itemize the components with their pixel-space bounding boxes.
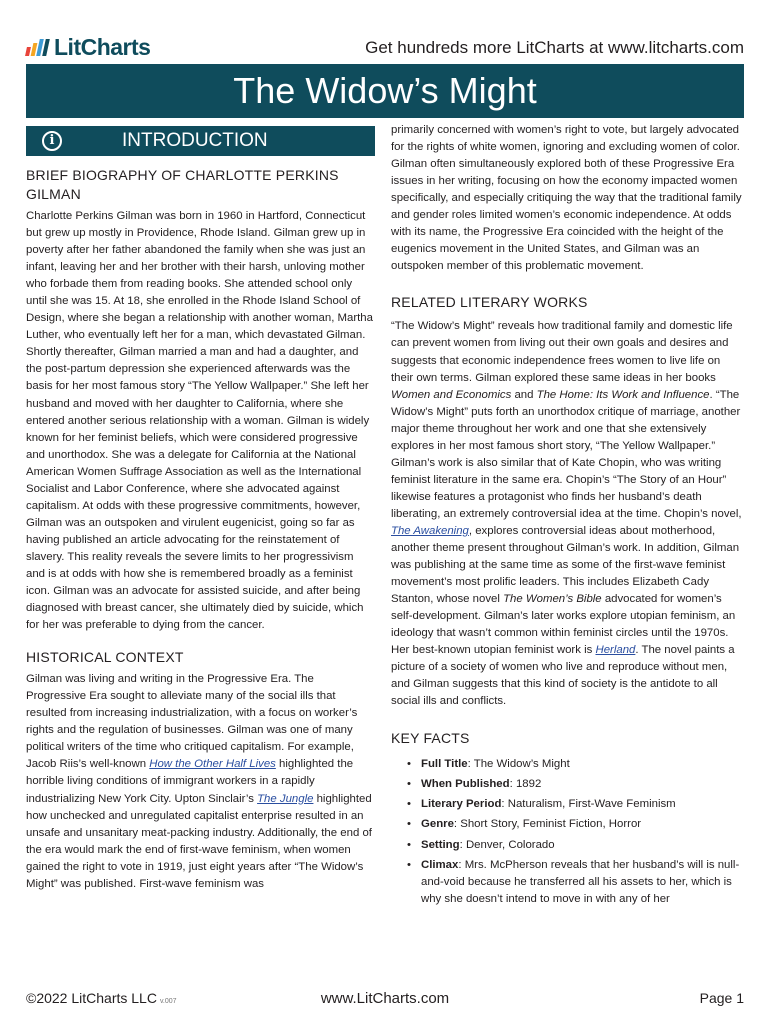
related-text: . “The Widow’s Might” puts forth an unorthodox critique of marriage, another major theme throughout her work and one that she extensively explores in her most famous short story, “The Yellow Wallpaper.” Gilman’s work is also similar that of Kate Chopin, who was writing feminist literature in the same era. Chopin’s “The Story of an Hour” likewise features a protagonist who finds her husband’s death liberating, an extremely controversial idea at the time. Chopin’s novel, <box>391 388 742 520</box>
the-jungle-link[interactable]: The Jungle <box>257 792 314 805</box>
section-title: INTRODUCTION <box>122 130 268 152</box>
list-item <box>421 756 744 773</box>
key-facts-list <box>391 756 744 908</box>
left-column <box>26 126 375 893</box>
top-header <box>26 34 744 64</box>
logo-bars-icon <box>26 39 48 56</box>
related-title: The Women’s Bible <box>503 593 602 606</box>
fact-label: Setting <box>421 838 460 851</box>
related-text: , explores controversial ideas about motherhood, another theme present throughout Gilman’s work. In addition, Gilman was publishing at the same time as some of the first-wave feminist movement’s most prolific leaders. This includes Elizabeth Cady Stanton, whose novel <box>391 524 740 606</box>
footer-site-link[interactable]: www.LitCharts.com <box>320 990 450 1007</box>
promo-link[interactable]: Get hundreds more LitCharts at www.litcharts.com <box>365 38 744 57</box>
logo-bar <box>42 39 50 56</box>
related-text: and <box>511 388 537 401</box>
related-title: Women and Economics <box>391 388 512 401</box>
fact-value: : Denver, Colorado <box>459 838 555 851</box>
fact-label: When Published <box>421 777 510 790</box>
fact-value: : The Widow’s Might <box>467 757 570 770</box>
fact-value: : Short Story, Feminist Fiction, Horror <box>453 818 642 831</box>
historical-text: highlighted the horrible living conditions of immigrant workers in a rapidly industrializing New York City. Upton Sinclair’s <box>26 758 354 805</box>
bio-body: Charlotte Perkins Gilman was born in 1960 in Hartford, Connecticut but grew up mostly in Providence, Rhode Island. Gilman grew up in poverty after her father abandoned the family when she was just an infant, leaving her and her brother with their harsh, unloving mother who forbade them from reading books. She attended school only until she was 15. At 18, she enrolled in the Rhode Island School of Design, where she began a relationship with another woman, Martha Luther, who eventually left her for a man, which devastated Gilman. Shortly thereafter, Gilman married a man and had a daughter, and the post-partum depression she experienced afterwards was the basis for her most famous story “The Yellow Wallpaper.” She left her husband and moved with her daughter to California, where she entered another serious relationship with a woman. Gilman is widely known for her feminist beliefs, which were considered progressive and unorthodox. She was a delegate for California at the National American Women Suffrage Association as well as the International Socialist and Labor Conference, where she advocated against capitalism. At odds with these progressive commitments, however, Gilman was an outspoken and virulent eugenicist, going so far as having published an article advocating for the reinstatement of slavery. This reality reveals the severe limits to her progressivism and is at odds with how she is remembered broadly as a feminist icon. Gilman was an advocate for assisted suicide, and after being diagnosed with breast cancer, she ultimately died by suicide, which for her was preferable to dying from the cancer. <box>26 210 373 632</box>
related-body <box>391 318 744 710</box>
right-column <box>391 122 744 911</box>
related-text: advocated for women’s self-development. Gilman’s later works explore utopian feminism, an ideology that wasn’t common within feminist circles until the 1970s. Her best-known utopian feminist work is <box>391 593 736 657</box>
historical-text: highlighted how unchecked and unregulated capitalist enterprise resulted in an unsafe and unsanitary meat-packing industry. Additionally, the end of the era would mark the end of first-wave feminism, when women gained the right to vote in 1919, just eight years after “The Widow’s Might” was published. First-wave feminism was <box>26 792 372 890</box>
related-text: . The novel paints a picture of a society of women who live and reproduce without men, and Gilman suggests that this kind of society is the antidote to all social ills and conflicts. <box>391 644 735 708</box>
historical-body <box>26 671 375 893</box>
historical-heading: HISTORICAL CONTEXT <box>26 649 184 666</box>
how-the-other-half-lives-link[interactable]: How the Other Half Lives <box>149 758 276 771</box>
list-item <box>421 776 744 793</box>
logo-text: LitCharts <box>54 34 151 60</box>
copyright-text: ©2022 LitCharts LLC <box>26 990 157 1006</box>
fact-value: : Mrs. McPherson reveals that her husband’s will is null-and-void because he transferred all his assets to her, which is why she doesn’t intend to move in with any of her <box>421 858 740 905</box>
key-facts-heading: KEY FACTS <box>391 729 470 746</box>
version-text: v.007 <box>159 998 177 1005</box>
info-icon: i <box>42 131 62 151</box>
page-number: Page 1 <box>699 990 744 1006</box>
fact-label: Literary Period <box>421 798 502 811</box>
fact-value: : 1892 <box>509 777 542 790</box>
historical-text: Gilman was living and writing in the Progressive Era. The Progressive Era sought to alleviate many of the social ills that resulted from increasing industrialization, with a focus on worker’s rights and the regulation of businesses. Gilman was one of many political writers of the time who critiqued capitalism. For example, Jacob Riis’s well-known <box>26 673 358 771</box>
page-footer <box>26 990 744 1010</box>
litcharts-logo[interactable] <box>26 34 150 61</box>
introduction-banner <box>26 126 375 156</box>
list-item <box>421 837 744 854</box>
bio-heading: BRIEF BIOGRAPHY OF CHARLOTTE PERKINS GILMAN <box>26 167 339 202</box>
list-item <box>421 816 744 833</box>
related-text: “The Widow’s Might” reveals how traditional family and domestic life can prevent women from living out their own goals and desires and suggests that economic independence frees women to live life on their own terms. Gilman explored these same ideas in her books <box>391 320 733 384</box>
page-title: The Widow’s Might <box>233 70 537 111</box>
fact-label: Genre <box>421 818 454 831</box>
list-item <box>421 857 744 908</box>
fact-label: Climax <box>421 858 459 871</box>
list-item <box>421 796 744 813</box>
the-awakening-link[interactable]: The Awakening <box>391 524 469 537</box>
page-title-bar <box>26 64 744 118</box>
herland-link[interactable]: Herland <box>595 644 636 657</box>
fact-value: : Naturalism, First-Wave Feminism <box>501 798 676 811</box>
fact-label: Full Title <box>421 757 468 770</box>
historical-continued: primarily concerned with women’s right to vote, but largely advocated for the rights of white women, ignoring and excluding women of color. Gilman often simultaneously explored both of these Progressive Era issues in her writing, focusing on how the economy impacted women specifically, and especially critiquing the way that the traditional family and gender roles limited women’s economic independence. At odds with its name, the Progressive Era coincided with the height of the eugenics movement in the United States, and Gilman was an outspoken member of this problematic movement. <box>391 124 742 273</box>
related-heading: RELATED LITERARY WORKS <box>391 294 588 311</box>
related-title: The Home: Its Work and Influence <box>536 388 710 401</box>
